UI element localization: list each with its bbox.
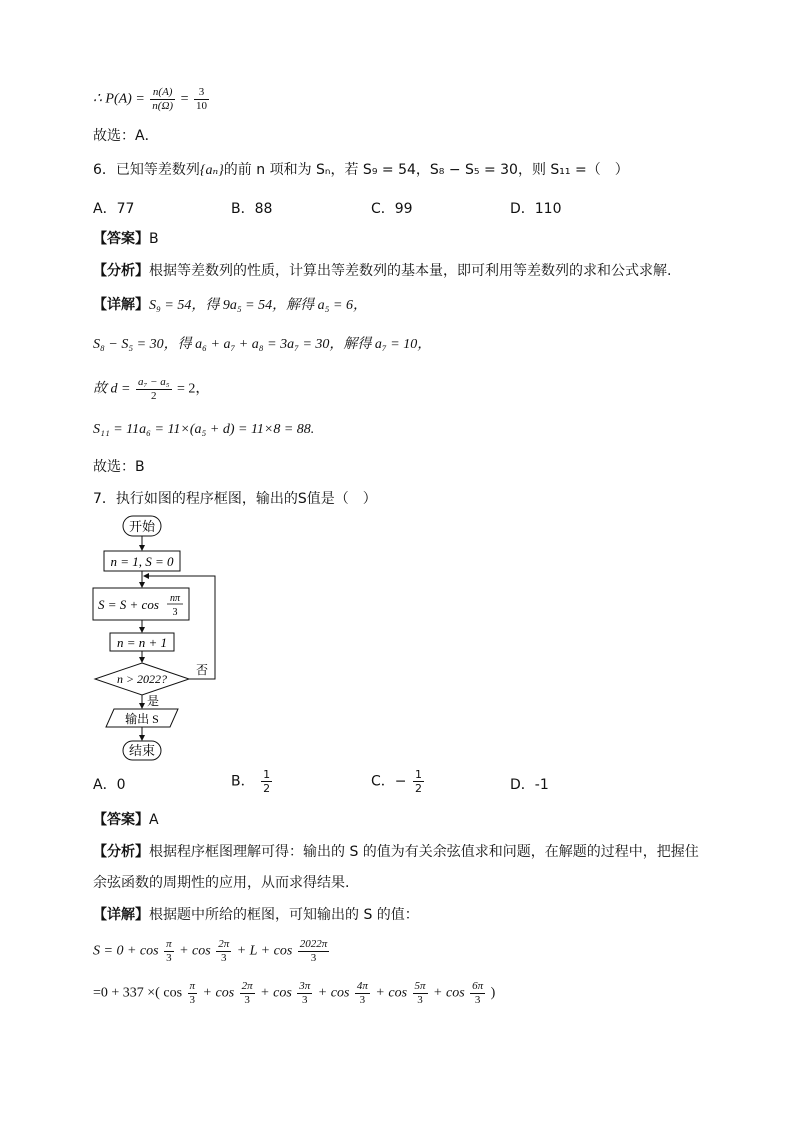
q6-d-fraction bbox=[136, 376, 172, 403]
sum2-frac-6 bbox=[470, 980, 485, 1007]
prob-result-fraction bbox=[194, 86, 209, 113]
sum1-p3: + L + cos bbox=[236, 943, 293, 959]
flow-no-label: 否 bbox=[196, 663, 209, 677]
prob-eq: = bbox=[180, 91, 189, 107]
flow-condition-label: n > 2022? bbox=[116, 672, 168, 686]
q7-analysis-tag: 【分析】 bbox=[93, 844, 149, 860]
sum2-f6d: 3 bbox=[474, 994, 481, 1006]
q7-option-c-fraction bbox=[413, 768, 424, 795]
flow-init-label: n = 1, S = 0 bbox=[110, 554, 174, 569]
q6-detail-1-text: S₉ = 54，得 9a₅ = 54，解得 a₅ = 6， bbox=[149, 298, 367, 313]
q6-detail-3-post: = 2， bbox=[177, 381, 210, 397]
sum2-frac-5 bbox=[413, 980, 428, 1007]
sum2-f4n: 4π bbox=[356, 980, 368, 992]
sum1-f1n: π bbox=[166, 938, 172, 950]
flow-start-label: 开始 bbox=[128, 519, 156, 534]
prob-rnum: 3 bbox=[194, 86, 209, 100]
q7-analysis-1 bbox=[93, 842, 699, 862]
prob-num: n(A) bbox=[150, 86, 175, 100]
q6-seq: {aₙ} bbox=[199, 163, 224, 178]
q6-detail-4: S₁₁ = 11a₆ = 11×(a₅ + d) = 11×8 = 88. bbox=[93, 422, 315, 437]
q6-answer-tag: 【答案】 bbox=[93, 231, 149, 247]
q7-sum-line-2 bbox=[93, 980, 495, 1007]
q6-d-num: a₇ − a₅ bbox=[137, 376, 170, 388]
q6-mid: 的前 n 项和为 Sₙ，若 S₉ = 54，S₈ − S₅ = 30，则 S₁₁ =（ ） bbox=[223, 162, 629, 178]
flow-update-den: 3 bbox=[172, 607, 178, 618]
q7-detail-text: 根据题中所给的框图，可知输出的 S 的值： bbox=[149, 907, 419, 923]
prob-rden: 10 bbox=[195, 100, 207, 112]
sum2-frac-4 bbox=[355, 980, 370, 1007]
flowchart bbox=[90, 512, 230, 764]
q6-option-d: D．110 bbox=[510, 201, 562, 217]
sum2-f2n: 2π bbox=[241, 980, 253, 992]
q6-answer-value: B bbox=[149, 231, 159, 247]
q6-detail-1 bbox=[93, 295, 367, 316]
sum2-p4: + cos bbox=[317, 985, 350, 1001]
sum2-pre: =0 + 337 ×( cos bbox=[93, 985, 183, 1001]
q6-detail-tag: 【详解】 bbox=[93, 297, 149, 313]
sum2-f2d: 3 bbox=[244, 994, 250, 1006]
q7-answer-value: A bbox=[149, 812, 159, 828]
q6-option-c: C．99 bbox=[371, 201, 413, 217]
sum1-frac-3 bbox=[298, 938, 330, 965]
sum1-frac-1 bbox=[164, 938, 174, 965]
q6-analysis bbox=[93, 261, 671, 281]
q6-analysis-tag: 【分析】 bbox=[93, 263, 149, 279]
q6-option-b: B．88 bbox=[231, 201, 273, 217]
q7-option-c bbox=[371, 768, 426, 795]
sum1-frac-2 bbox=[216, 938, 231, 965]
q6-detail-2: S₈ − S₅ = 30，得 a₆ + a₇ + a₈ = 3a₇ = 30，解得 a₇ = 10， bbox=[93, 337, 432, 352]
q7-analysis-text-1: 根据程序框图理解可得：输出的 S 的值为有关余弦值求和问题，在解题的过程中，把握住 bbox=[149, 844, 699, 860]
flow-update-num: nπ bbox=[169, 593, 181, 604]
q7-c-num: 1 bbox=[414, 768, 422, 781]
q6-detail-3-pre: 故 d = bbox=[93, 381, 131, 397]
sum2-p3: + cos bbox=[260, 985, 292, 1001]
sum2-p6: + cos bbox=[433, 985, 465, 1001]
sum2-f6n: 6π bbox=[472, 980, 484, 992]
sum2-f3d: 3 bbox=[302, 994, 308, 1006]
q6-analysis-text: 根据等差数列的性质，计算出等差数列的基本量，即可利用等差数列的求和公式求解. bbox=[149, 263, 672, 279]
sum2-f1d: 3 bbox=[189, 994, 196, 1006]
q6-answer bbox=[93, 229, 159, 249]
sum1-f1d: 3 bbox=[166, 952, 172, 964]
sum1-pre: S = 0 + cos bbox=[93, 943, 159, 959]
probability-formula bbox=[93, 86, 211, 113]
flow-yes-label: 是 bbox=[147, 694, 160, 708]
prob-lhs: ∴ P(A) = bbox=[93, 91, 145, 107]
sum2-frac-3 bbox=[297, 980, 312, 1007]
q6-choose: 故选：B bbox=[93, 459, 145, 475]
sum1-f3n: 2022π bbox=[299, 938, 328, 950]
q7-detail-tag: 【详解】 bbox=[93, 907, 149, 923]
q7-option-b bbox=[231, 768, 274, 795]
sum2-p2: + cos bbox=[202, 985, 235, 1001]
q7-answer-tag: 【答案】 bbox=[93, 812, 149, 828]
flow-incr-label: n = n + 1 bbox=[116, 635, 168, 650]
flow-update-label: S = S + cos bbox=[98, 597, 159, 612]
sum2-f5n: 5π bbox=[414, 980, 426, 992]
flow-end-label: 结束 bbox=[128, 743, 156, 758]
q7-stem: 7．执行如图的程序框图，输出的S值是（ ） bbox=[93, 491, 377, 507]
sum2-f5d: 3 bbox=[417, 994, 423, 1006]
sum2-p5: + cos bbox=[375, 985, 408, 1001]
q7-b-num: 1 bbox=[263, 768, 271, 781]
sum2-f3n: 3π bbox=[299, 980, 311, 992]
choose-5: 故选：A． bbox=[93, 128, 159, 144]
q7-option-b-label: B． bbox=[231, 773, 255, 790]
q6-d-den: 2 bbox=[150, 390, 157, 402]
q7-b-den: 2 bbox=[263, 782, 271, 795]
sum2-post: ) bbox=[490, 985, 496, 1001]
sum1-f3d: 3 bbox=[310, 952, 317, 964]
sum2-frac-1 bbox=[188, 980, 198, 1007]
q7-detail bbox=[93, 905, 419, 925]
q7-answer bbox=[93, 810, 159, 830]
sum2-f1n: π bbox=[189, 980, 196, 992]
sum1-p2: + cos bbox=[179, 943, 211, 959]
q7-analysis-2: 余弦函数的周期性的应用，从而求得结果. bbox=[93, 875, 350, 891]
q6-option-a: A．77 bbox=[93, 201, 135, 217]
q6-stem bbox=[93, 160, 629, 181]
prob-fraction bbox=[150, 86, 175, 113]
sum1-f2d: 3 bbox=[220, 952, 227, 964]
sum2-frac-2 bbox=[240, 980, 255, 1007]
q7-sum-line-1 bbox=[93, 938, 331, 965]
q7-option-b-fraction bbox=[261, 768, 272, 795]
q7-option-c-sign: − bbox=[394, 773, 407, 790]
flow-output-label: 输出 S bbox=[125, 712, 159, 726]
sum2-f4d: 3 bbox=[359, 994, 366, 1006]
q7-c-den: 2 bbox=[414, 782, 422, 795]
q6-prefix: 6．已知等差数列 bbox=[93, 162, 200, 178]
prob-den: n(Ω) bbox=[152, 100, 174, 112]
sum1-f2n: 2π bbox=[218, 938, 230, 950]
q7-option-d: D．-1 bbox=[510, 777, 549, 793]
q6-detail-3 bbox=[93, 376, 209, 403]
q7-option-c-label: C． bbox=[371, 773, 395, 790]
q7-option-a: A．0 bbox=[93, 777, 126, 793]
